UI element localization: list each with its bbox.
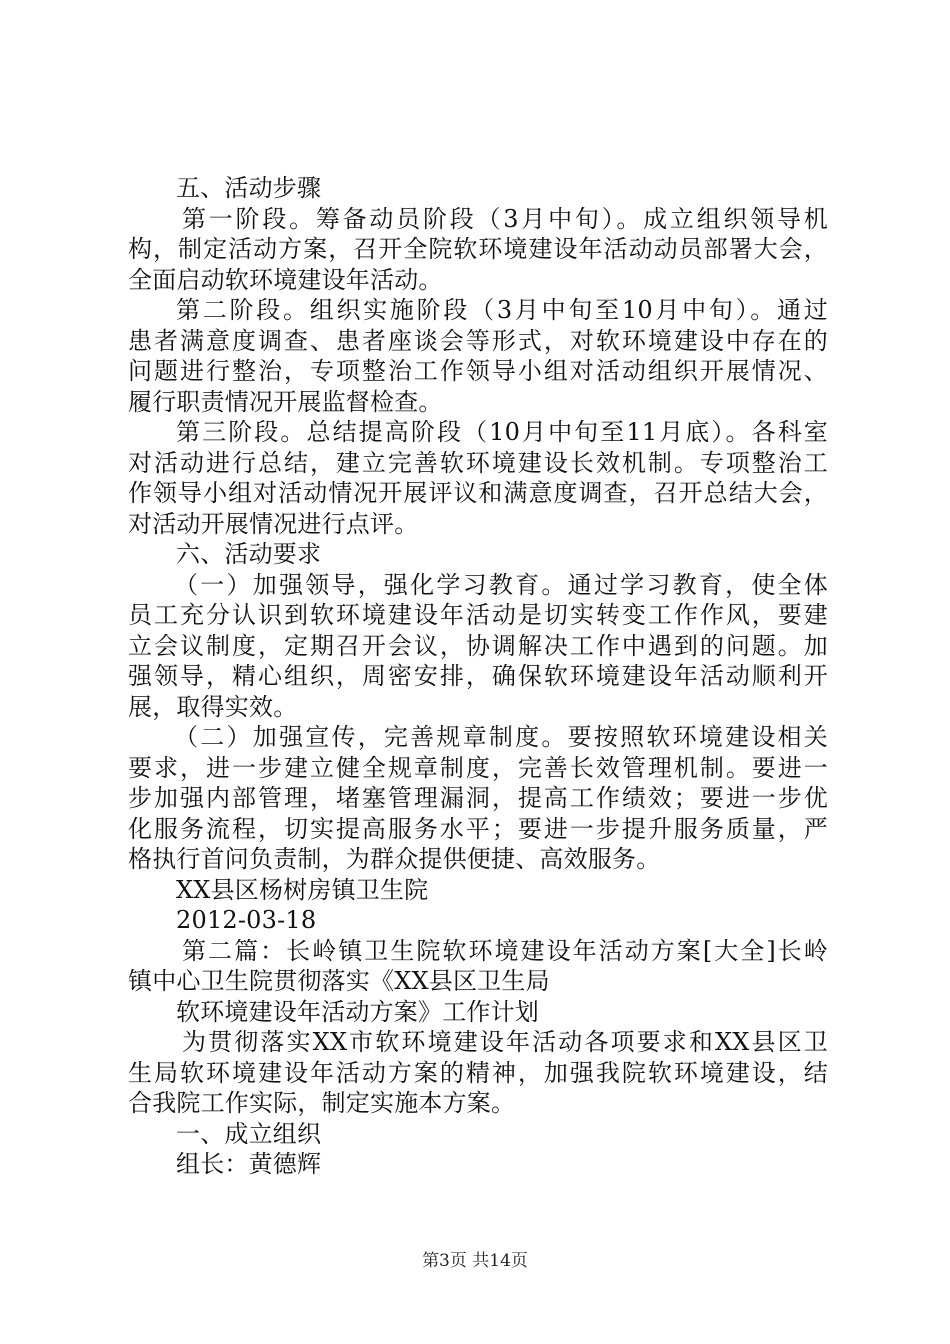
text-line: 软环境建设年活动方案》工作计划: [176, 997, 539, 1026]
text-line: 生局软环境建设年活动方案的精神，加强我院软环境建设，结: [128, 1058, 828, 1087]
text-line: 问题进行整治，专项整治工作领导小组对活动组织开展情况、: [128, 357, 828, 385]
text-line: 步加强内部管理，堵塞管理漏洞，提高工作绩效；要进一步优: [128, 784, 828, 812]
text-line: 对活动开展情况进行点评。: [128, 509, 419, 538]
text-line: （一）加强领导，强化学习教育。通过学习教育，使全体: [174, 570, 828, 599]
text-line: 要求，进一步建立健全规章制度，完善长效管理机制。要进一: [128, 753, 828, 782]
text-line: 作领导小组对活动情况开展评议和满意度调查，召开总结大会，: [128, 479, 828, 507]
text-line: 第三阶段。总结提高阶段（10月中旬至11月底）。各科室: [176, 418, 828, 446]
text-line: 员工充分认识到软环境建设年活动是切实转变工作作风，要建: [128, 601, 828, 629]
text-line: 五、活动步骤: [176, 174, 322, 202]
text-line: 立会议制度，定期召开会议，协调解决工作中遇到的问题。加: [128, 631, 828, 660]
text-line: 2012-03-18: [176, 906, 317, 934]
text-line: 患者满意度调查、患者座谈会等形式，对软环境建设中存在的: [128, 326, 828, 355]
text-line: 构，制定活动方案，召开全院软环境建设年活动动员部署大会，: [128, 235, 828, 263]
text-line: 强领导，精心组织，周密安排，确保软环境建设年活动顺利开: [128, 662, 828, 690]
text-line: 履行职责情况开展监督检查。: [128, 387, 443, 416]
text-line: 一、成立组织: [176, 1119, 322, 1148]
text-line: 对活动进行总结，建立完善软环境建设长效机制。专项整治工: [128, 448, 828, 477]
text-line: 格执行首问负责制，为群众提供便捷、高效服务。: [128, 845, 661, 873]
text-line: 组长：黄德辉: [176, 1150, 322, 1178]
text-line: 第一阶段。筹备动员阶段（3月中旬）。成立组织领导机: [182, 204, 828, 233]
text-line: 为贯彻落实XX市软环境建设年活动各项要求和XX县区卫: [182, 1028, 828, 1056]
page-number-label: 第3页 共14页: [422, 1251, 528, 1271]
text-line: 全面启动软环境建设年活动。: [128, 265, 443, 294]
text-line: 六、活动要求: [176, 540, 322, 568]
text-line: 展，取得实效。: [128, 692, 298, 721]
text-line: XX县区杨树房镇卫生院: [176, 875, 429, 904]
text-line: （二）加强宣传，完善规章制度。要按照软环境建设相关: [174, 723, 828, 751]
document-body: [128, 173, 828, 1180]
text-line: 化服务流程，切实提高服务水平；要进一步提升服务质量，严: [128, 814, 828, 843]
text-line: 第二阶段。组织实施阶段（3月中旬至10月中旬）。通过: [176, 296, 828, 324]
text-line: 合我院工作实际，制定实施本方案。: [128, 1089, 516, 1117]
text-line: 第二篇：长岭镇卫生院软环境建设年活动方案[大全]长岭: [182, 936, 828, 965]
page-footer: [0, 1246, 950, 1271]
text-line: 镇中心卫生院贯彻落实《XX县区卫生局: [128, 967, 550, 995]
